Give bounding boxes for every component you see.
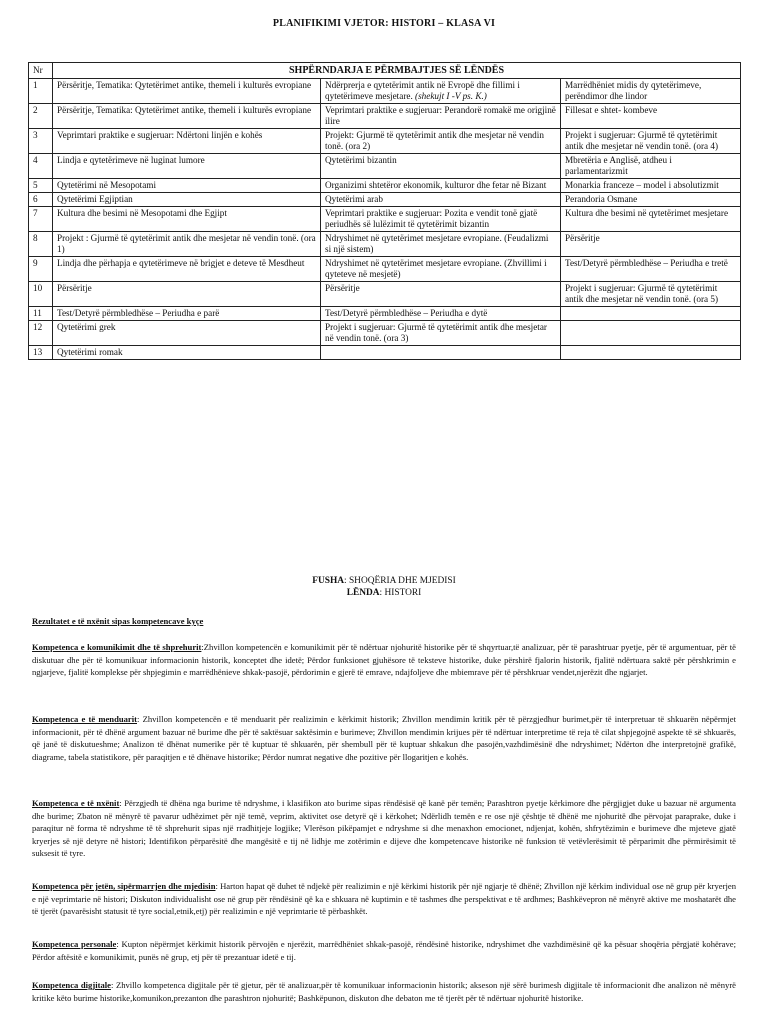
row-number-text: 5 — [33, 180, 38, 190]
competence-text: : Harton hapat që duhet të ndjekë për realizimin e një kërkimi historik për një ngjarje të dhënë; Zhvillon një kërkim individual ose në grup për kryerjen e një veprimtarie në histori; Diskuton individualisht ose në grup për rëndësinë që ka e shkuara në kuptimin e të tashmes dhe perspektivat e të ardhmes; Bashkëvepron në mënyrë aktive me moshatarët dhe të tjerët (pavarësisht statusit të tyre social,etnik,etj) për realizimin e një veprimtarie të përbashkët. — [32, 881, 736, 917]
period-2-cell-text: Qytetërimi bizantin — [325, 155, 397, 165]
period-3-cell — [561, 257, 741, 282]
table-row — [29, 154, 741, 179]
row-number-text: 8 — [33, 233, 38, 243]
subject-label: LËNDA — [346, 588, 380, 598]
competence-thinking — [32, 713, 736, 763]
period-3-cell — [561, 207, 741, 232]
competence-communication — [32, 641, 736, 679]
period-3-cell-text: Përsëritje — [565, 233, 600, 243]
period-3-cell-text: Perandoria Osmane — [565, 194, 638, 204]
period-1-cell — [53, 346, 321, 360]
competence-text: : Zhvillo kompetenca digjitale për të gjetur, për të analizuar,për të komunikuar informacionin historik; akseson një sërë burimesh digjitale të informacionit dhe analizon në mënyrë kritike këto burime historike,komunikon,prezanton dhe parashtron njohuritë; Bashkëpunon, diskuton dhe debaton me të tjerët për të ndërtuar njohuritë historike. — [32, 980, 736, 1003]
table-row — [29, 257, 741, 282]
row-number-text: 3 — [33, 130, 38, 140]
period-3-cell-text: Mbretëria e Anglisë, atdheu i parlamentarizmit — [565, 155, 672, 176]
results-heading: Rezultatet e të nxënit sipas kompetencave kyçe — [32, 616, 204, 626]
period-1-cell-text: Test/Detyrë përmbledhëse – Periudha e parë — [57, 308, 220, 318]
table-row — [29, 207, 741, 232]
period-3-cell-text: Monarkia franceze – model i absolutizmit — [565, 180, 719, 190]
period-2-cell-text: Ndryshimet në qytetërimet mesjetare evropiane. (Feudalizmi si një sistem) — [325, 233, 549, 254]
period-1-cell-text: Lindja e qytetërimeve në luginat lumore — [57, 155, 205, 165]
row-number-text: 2 — [33, 105, 38, 115]
period-2-cell — [321, 79, 561, 104]
competence-title: Kompetenca personale — [32, 939, 117, 949]
period-1-cell-text: Lindja dhe përhapja e qytetërimeve në brigjet e deteve të Mesdheut — [57, 258, 305, 268]
period-1-cell — [53, 307, 321, 321]
period-2-cell — [321, 104, 561, 129]
period-2-cell — [321, 179, 561, 193]
competence-text: : Kupton nëpërmjet kërkimit historik përvojën e njerëzit, marrëdhëniet shkak-pasojë, rëndësinë historike, ndryshimet dhe vazhdimësinë që ka pësuar shoqëria përgjatë kohërave; Përdor aftësitë e komunikimit, punës në grup, etj për të prezantuar idetë e tij. — [32, 939, 736, 962]
period-2-italic-text: (shekujt I -V ps. K.) — [412, 91, 487, 101]
period-3-cell-text: Test/Detyrë përmbledhëse – Periudha e tretë — [565, 258, 728, 268]
competence-life-entrepreneurship — [32, 880, 736, 918]
row-number — [29, 79, 53, 104]
row-number-text: 4 — [33, 155, 38, 165]
period-1-cell — [53, 129, 321, 154]
row-number — [29, 232, 53, 257]
row-number-text: 1 — [33, 80, 38, 90]
table-row — [29, 307, 741, 321]
period-2-cell-text: Organizimi shtetëror ekonomik, kulturor dhe fetar në Bizant — [325, 180, 547, 190]
period-3-cell — [561, 321, 741, 346]
period-3-cell — [561, 282, 741, 307]
competence-learning — [32, 797, 736, 860]
period-2-cell — [321, 193, 561, 207]
period-3-cell — [561, 232, 741, 257]
field-value: : SHOQËRIA DHE MJEDISI — [344, 576, 456, 586]
period-3-cell — [561, 193, 741, 207]
period-1-cell — [53, 207, 321, 232]
period-1-cell — [53, 179, 321, 193]
period-3-cell-text: Kultura dhe besimi në qytetërimet mesjetare — [565, 208, 729, 218]
period-2-cell-text: Përsëritje — [325, 283, 360, 293]
table-row — [29, 346, 741, 360]
subject-section — [0, 575, 768, 599]
row-number-text: 7 — [33, 208, 38, 218]
period-1-cell-text: Kultura dhe besimi në Mesopotami dhe Egjipt — [57, 208, 227, 218]
period-2-cell-text: Test/Detyrë përmbledhëse – Periudha e dytë — [325, 308, 488, 318]
competence-digital — [32, 979, 736, 1004]
period-1-cell — [53, 257, 321, 282]
competence-title: Kompetenca e të nxënit — [32, 798, 120, 808]
competence-text: : Zhvillon kompetencën e të menduarit për realizimin e kërkimit historik; Zhvillon mendimin kritik për të përzgjedhur burimet,për të interpretuar të shkuarën nëpërmjet informacionit, për të dhënë argument bazuar në burime dhe për të saktësuar saktësimin e burimeve; Zhvillon mendimin krijues për të ndërtuar interpretime të reja të cilat shpjegojnë aspekte të së shkuarës, që janë të diskutueshme; Analizon të dhënat numerike për të kuptuar të shkuarën, për shembull për të kuptuar shkakun dhe pasojën,vazhdimësinë dhe ndryshimet; Ndërton dhe interpretojnë grafikë, diagrame, tabela statistikore, për paraqitjen e të dhënave historike; Përdor numrat negative dhe pozitive për llogaritjen e kohës. — [32, 714, 736, 762]
table-row — [29, 79, 741, 104]
period-2-cell — [321, 307, 561, 321]
row-number — [29, 321, 53, 346]
period-2-cell-text: Ndërprerja e qytetërimit antik në Evropë dhe fillimi i qytetërimeve mesjetare. — [325, 80, 520, 101]
period-1-cell-text: Përsëritje, Tematika: Qytetërimet antike, themeli i kulturës evropiane — [57, 105, 312, 115]
row-number-text: 10 — [33, 283, 43, 293]
period-2-cell — [321, 257, 561, 282]
period-3-cell-text: Marrëdhëniet midis dy qytetërimeve, perëndimor dhe lindor — [565, 80, 702, 101]
period-2-cell-text: Veprimtari praktike e sugjeruar: Pozita e vendit tonë gjatë periudhës së lulëzimit të qytetërimit bizantin — [325, 208, 538, 229]
period-3-cell — [561, 307, 741, 321]
field-label: FUSHA — [312, 576, 345, 586]
competence-title: Kompetenca e komunikimit dhe të shprehurit — [32, 642, 202, 652]
period-1-cell-text: Projekt : Gjurmë të qytetërimit antik dhe mesjetar në vendin tonë. (ora 1) — [57, 233, 316, 254]
competence-title: Kompetenca digjitale — [32, 980, 111, 990]
period-1-cell — [53, 79, 321, 104]
period-2-cell-text: Veprimtari praktike e sugjeruar: Perandorë romakë me origjinë ilire — [325, 105, 556, 126]
period-2-cell — [321, 346, 561, 360]
period-3-cell — [561, 154, 741, 179]
subject-line — [0, 587, 768, 599]
table-header-row — [29, 63, 741, 79]
period-2-cell — [321, 154, 561, 179]
table-row — [29, 193, 741, 207]
table-row — [29, 129, 741, 154]
row-number — [29, 104, 53, 129]
period-3-cell-text: Projekt i sugjeruar: Gjurmë të qytetërimit antik dhe mesjetar në vendin tonë. (ora 5) — [565, 283, 719, 304]
period-3-cell — [561, 104, 741, 129]
period-1-cell-text: Përsëritje — [57, 283, 92, 293]
row-number — [29, 307, 53, 321]
table-row — [29, 104, 741, 129]
row-number — [29, 129, 53, 154]
period-2-cell — [321, 232, 561, 257]
period-3-cell — [561, 129, 741, 154]
period-1-cell-text: Veprimtari praktike e sugjeruar: Ndërtoni linjën e kohës — [57, 130, 263, 140]
row-number — [29, 179, 53, 193]
period-3-cell — [561, 346, 741, 360]
content-distribution-header: SHPËRNDARJA E PËRMBAJTJES SË LËNDËS — [53, 63, 741, 79]
table-row — [29, 321, 741, 346]
competence-personal — [32, 938, 736, 963]
row-number — [29, 207, 53, 232]
row-number-text: 11 — [33, 308, 42, 318]
period-2-cell-text: Ndryshimet në qytetërimet mesjetare evropiane. (Zhvillimi i qyteteve në mesjetë) — [325, 258, 547, 279]
period-1-cell — [53, 232, 321, 257]
nr-header: Nr — [29, 63, 53, 79]
competence-title: Kompetenca e të menduarit — [32, 714, 137, 724]
period-2-cell-text: Qytetërimi arab — [325, 194, 383, 204]
row-number — [29, 154, 53, 179]
table-row — [29, 232, 741, 257]
competence-title: Kompetenca për jetën, sipërmarrjen dhe mjedisin — [32, 881, 216, 891]
period-1-cell — [53, 104, 321, 129]
row-number-text: 13 — [33, 347, 43, 357]
period-3-cell — [561, 79, 741, 104]
period-1-cell-text: Qytetërimi grek — [57, 322, 116, 332]
row-number — [29, 346, 53, 360]
period-1-cell-text: Qytetërimi Egjiptian — [57, 194, 133, 204]
period-1-cell-text: Qytetërimi romak — [57, 347, 123, 357]
row-number — [29, 193, 53, 207]
subject-value: : HISTORI — [379, 588, 422, 598]
period-1-cell — [53, 282, 321, 307]
period-1-cell — [53, 321, 321, 346]
period-2-cell — [321, 282, 561, 307]
row-number-text: 6 — [33, 194, 38, 204]
table-body — [29, 79, 741, 360]
row-number-text: 9 — [33, 258, 38, 268]
period-2-cell — [321, 207, 561, 232]
period-2-cell — [321, 129, 561, 154]
period-1-cell — [53, 193, 321, 207]
period-2-cell-text: Projekt i sugjeruar: Gjurmë të qytetërimit antik dhe mesjetar në vendin tonë. (ora 3) — [325, 322, 547, 343]
period-2-cell — [321, 321, 561, 346]
period-3-cell — [561, 179, 741, 193]
table-row — [29, 282, 741, 307]
period-3-cell-text: Fillesat e shtet- kombeve — [565, 105, 658, 115]
row-number — [29, 257, 53, 282]
period-1-cell-text: Përsëritje, Tematika: Qytetërimet antike, themeli i kulturës evropiane — [57, 80, 312, 90]
table-row — [29, 179, 741, 193]
document-title: PLANIFIKIMI VJETOR: HISTORI – KLASA VI — [272, 18, 496, 29]
row-number — [29, 282, 53, 307]
field-line — [0, 575, 768, 587]
period-2-cell-text: Projekt: Gjurmë të qytetërimit antik dhe mesjetar në vendin tonë. (ora 2) — [325, 130, 544, 151]
period-1-cell-text: Qytetërimi në Mesopotami — [57, 180, 156, 190]
annual-plan-table — [28, 62, 741, 360]
competence-text: : Përzgjedh të dhëna nga burime të ndryshme, i klasifikon ato burime sipas rëndësisë që kanë për temën; Parashtron pyetje kërkimore dhe përgjigjet duke u bazuar në argumenta dhe burime; Zbaton në mënyrë të pavarur udhëzimet për një temë, veprim, aktivitet ose detyrë që i kërkohet; Ndërlidh temën e re ose një çështje të dhënë me njohuritë dhe përvojat paraprake, duke i paraqitur në forma të ndryshme të të shprehurit sipas një rradhitjeje logjike; Vlerëson pikëpamjet e ndryshme si dhe menaxhon emocionet, ndjenjat, kohën, shfrytëzimin e burimeve dhe mjeteve gjatë kryerjes së një detyre në histori; Identifikon përparësitë dhe mangësitë e tij në lidhje me zotërimin e dijeve dhe kompetencave historike në funksion të vetëvlerësimit të përparimit dhe përmirësimit të suksesit të tyre. — [32, 798, 736, 859]
row-number-text: 12 — [33, 322, 43, 332]
period-3-cell-text: Projekt i sugjeruar: Gjurmë të qytetërimit antik dhe mesjetar në vendin tonë. (ora 4) — [565, 130, 719, 151]
competence-text: :Zhvillon kompetencën e komunikimit për të ndërtuar njohuritë historike për të shqyrtuar,të analizuar, për të parashtruar pyetje, për të argumentuar, për të diskutuar dhe për të komunikuar informacionin historik, konceptet dhe idetë; Përdor funksionet gjuhësore të teksteve historike, duke përshirë fjalorin historik, fjalitë ndërtuara saktë për përshkrimin e ngjarjeve, fjalitë komplekse për shpjegimin e marrëdhënieve shkak-pasojë, përdorimin e gjerë të emrave, ndajfoljeve dhe mbiemrave për të përshkruar vendet,njerëzit dhe ngjarjet. — [32, 642, 736, 678]
period-1-cell — [53, 154, 321, 179]
